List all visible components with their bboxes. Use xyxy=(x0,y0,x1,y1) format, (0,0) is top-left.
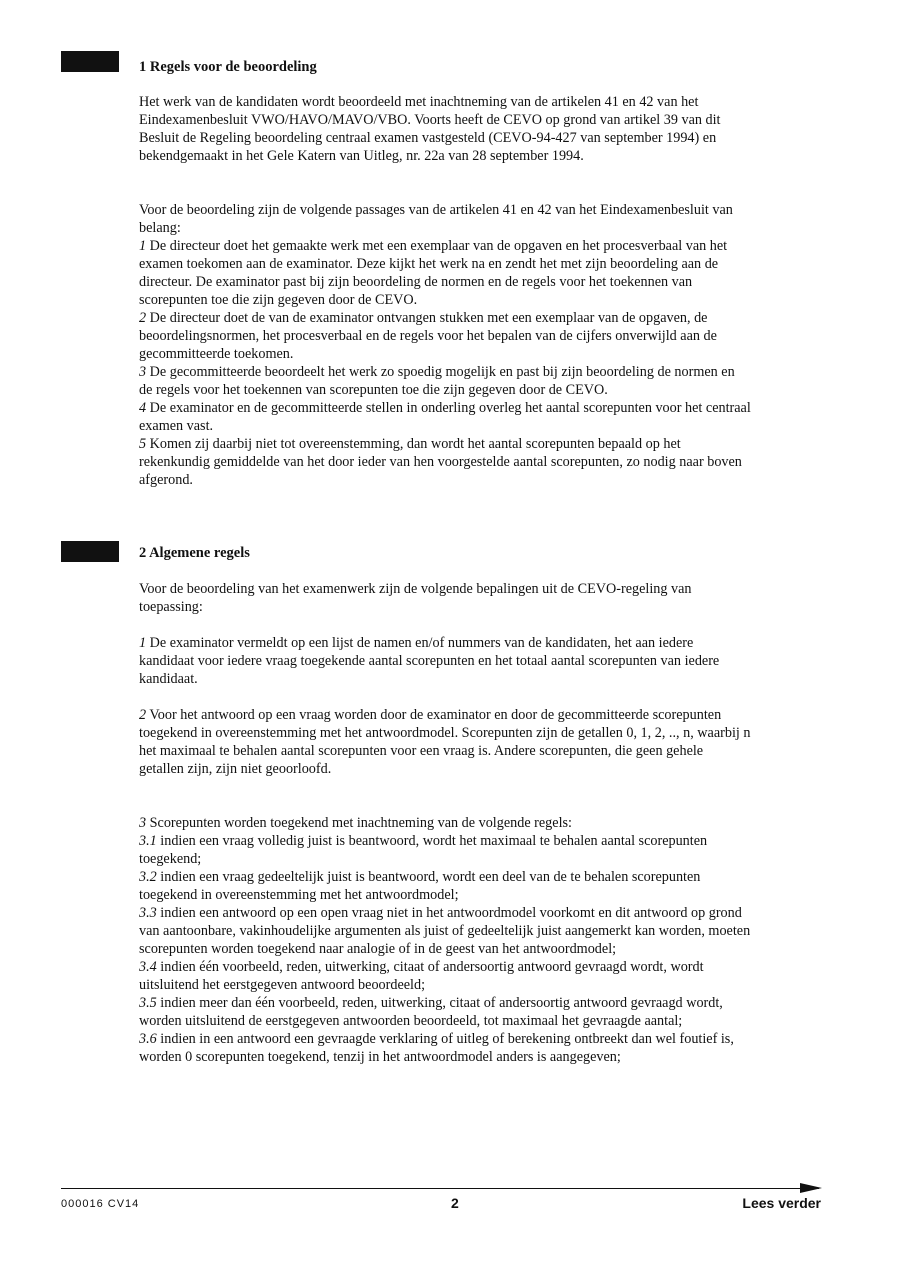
article-item xyxy=(139,363,751,399)
item-number: 1 xyxy=(139,635,147,651)
item-number: 3 xyxy=(139,815,147,831)
item-number: 3.3 xyxy=(139,905,157,921)
item-number: 3.4 xyxy=(139,959,157,975)
rule-1 xyxy=(139,634,751,688)
subrule-item xyxy=(139,832,751,868)
paragraph: Voor de beoordeling zijn de volgende passages van de artikelen 41 en 42 van het Eindexamenbesluit van belang: xyxy=(139,202,733,236)
item-text: indien een vraag volledig juist is beantwoord, wordt het maximaal te behalen aantal scorepunten toegekend; xyxy=(139,833,708,867)
rule-2 xyxy=(139,706,751,778)
item-text: indien meer dan één voorbeeld, reden, uitwerking, citaat of andersoortig antwoord gevraagd wordt, worden uitsluitend de eerstgegeven antwoorden beoordeeld, tot maximaal het gevraagde aantal; xyxy=(139,995,723,1029)
item-text: De gecommitteerde beoordeelt het werk zo spoedig mogelijk en past bij zijn beoordeling de normen en de regels voor het toekennen van scorepunten toe die zijn gegeven door de CEVO. xyxy=(139,364,735,398)
item-number: 3.1 xyxy=(139,833,157,849)
item-number: 4 xyxy=(139,400,147,416)
subrule-item xyxy=(139,958,751,994)
section1-intro xyxy=(139,93,751,165)
section-heading: 1 Regels voor de beoordeling xyxy=(139,59,317,75)
article-item xyxy=(139,309,751,363)
item-number: 2 xyxy=(139,707,147,723)
footer-rule xyxy=(61,1188,819,1189)
section-heading: 2 Algemene regels xyxy=(139,545,250,561)
continue-label: Lees verder xyxy=(742,1195,821,1211)
item-text: indien een antwoord op een open vraag niet in het antwoordmodel voorkomt en dit antwoord op grond van aantoonbare, vakinhoudelijke argumenten als juist of gedeeltelijk juist aangemerkt kan worden, moeten scorepunten worden toegekend naar analogie of in de geest van het antwoordmodel; xyxy=(139,905,751,957)
item-text: De examinator vermeldt op een lijst de namen en/of nummers van de kandidaten, het aan iedere kandidaat voor iedere vraag toegekende aantal scorepunten en het totaal aantal scorepunten van iedere kandidaat. xyxy=(139,635,720,687)
item-number: 3.5 xyxy=(139,995,157,1011)
rule-item xyxy=(139,814,751,832)
subrule-item xyxy=(139,904,751,958)
item-number: 5 xyxy=(139,436,147,452)
item-number: 3.6 xyxy=(139,1031,157,1047)
article-item xyxy=(139,237,751,309)
subrule-item xyxy=(139,994,751,1030)
item-text: indien in een antwoord een gevraagde verklaring of uitleg of berekening ontbreekt dan wel foutief is, worden 0 scorepunten toegekend, tenzij in het antwoordmodel anders is aangegeven; xyxy=(139,1031,734,1065)
item-text: Scorepunten worden toegekend met inachtneming van de volgende regels: xyxy=(149,815,572,831)
subrule-item xyxy=(139,1030,751,1066)
item-number: 1 xyxy=(139,238,147,254)
page-number: 2 xyxy=(451,1195,459,1211)
item-text: indien één voorbeeld, reden, uitwerking, citaat of andersoortig antwoord gevraagd wordt, wordt uitsluitend het eerstgegeven antwoord beoordeeld; xyxy=(139,959,704,993)
document-code: 000016 CV14 xyxy=(61,1198,140,1210)
item-text: Voor het antwoord op een vraag worden door de examinator en door de gecommitteerde scorepunten toegekend in overeenstemming met het antwoordmodel. Scorepunten zijn de getallen 0, 1, 2, .., n, waarbij n het maximaal te behalen aantal scorepunten voor een vraag is. Andere scorepunten, die geen gehele getallen zijn, zijn niet geoorloofd. xyxy=(139,707,751,777)
section1-articles xyxy=(139,201,751,489)
rule-3 xyxy=(139,814,751,1066)
item-number: 3 xyxy=(139,364,147,380)
article-item xyxy=(139,435,751,489)
section-marker xyxy=(61,541,119,562)
rule-item xyxy=(139,634,751,688)
item-text: De directeur doet de van de examinator ontvangen stukken met een exemplaar van de opgaven, de beoordelingsnormen, het procesverbaal en de regels voor het bepalen van de cijfers onverwijld aan de gecommitteerde toekomen. xyxy=(139,310,717,362)
paragraph: Het werk van de kandidaten wordt beoordeeld met inachtneming van de artikelen 41 en 42 van het Eindexamenbesluit VWO/HAVO/MAVO/VBO. Voorts heeft de CEVO op grond van artikel 39 van dit Besluit de Regeling beoordeling centraal examen vastgesteld (CEVO-94-427 van september 1994) en bekendgemaakt in het Gele Katern van Uitleg, nr. 22a van 28 september 1994. xyxy=(139,94,721,164)
paragraph: Voor de beoordeling van het examenwerk zijn de volgende bepalingen uit de CEVO-regeling van toepassing: xyxy=(139,581,692,615)
subrule-item xyxy=(139,868,751,904)
section-marker xyxy=(61,51,119,72)
item-text: De directeur doet het gemaakte werk met een exemplaar van de opgaven en het procesverbaal van het examen toekomen aan de examinator. Deze kijkt het werk na en zendt het met zijn beoordeling aan de directeur. De examinator past bij zijn beoordeling de normen en de regels voor het toekennen van scorepunten toe die zijn gegeven door de CEVO. xyxy=(139,238,728,308)
item-text: De examinator en de gecommitteerde stellen in onderling overleg het aantal scorepunten voor het centraal examen vast. xyxy=(139,400,751,434)
article-item xyxy=(139,399,751,435)
rule-item xyxy=(139,706,751,778)
item-text: indien een vraag gedeeltelijk juist is beantwoord, wordt een deel van de te behalen scorepunten toegekend in overeenstemming met het antwoordmodel; xyxy=(139,869,701,903)
item-text: Komen zij daarbij niet tot overeenstemming, dan wordt het aantal scorepunten bepaald op het rekenkundig gemiddelde van het door ieder van hen voorgestelde aantal scorepunten, zo nodig naar boven afgerond. xyxy=(139,436,742,488)
section2-lead xyxy=(139,580,751,616)
item-number: 3.2 xyxy=(139,869,157,885)
arrow-right-icon xyxy=(800,1183,822,1193)
item-number: 2 xyxy=(139,310,147,326)
